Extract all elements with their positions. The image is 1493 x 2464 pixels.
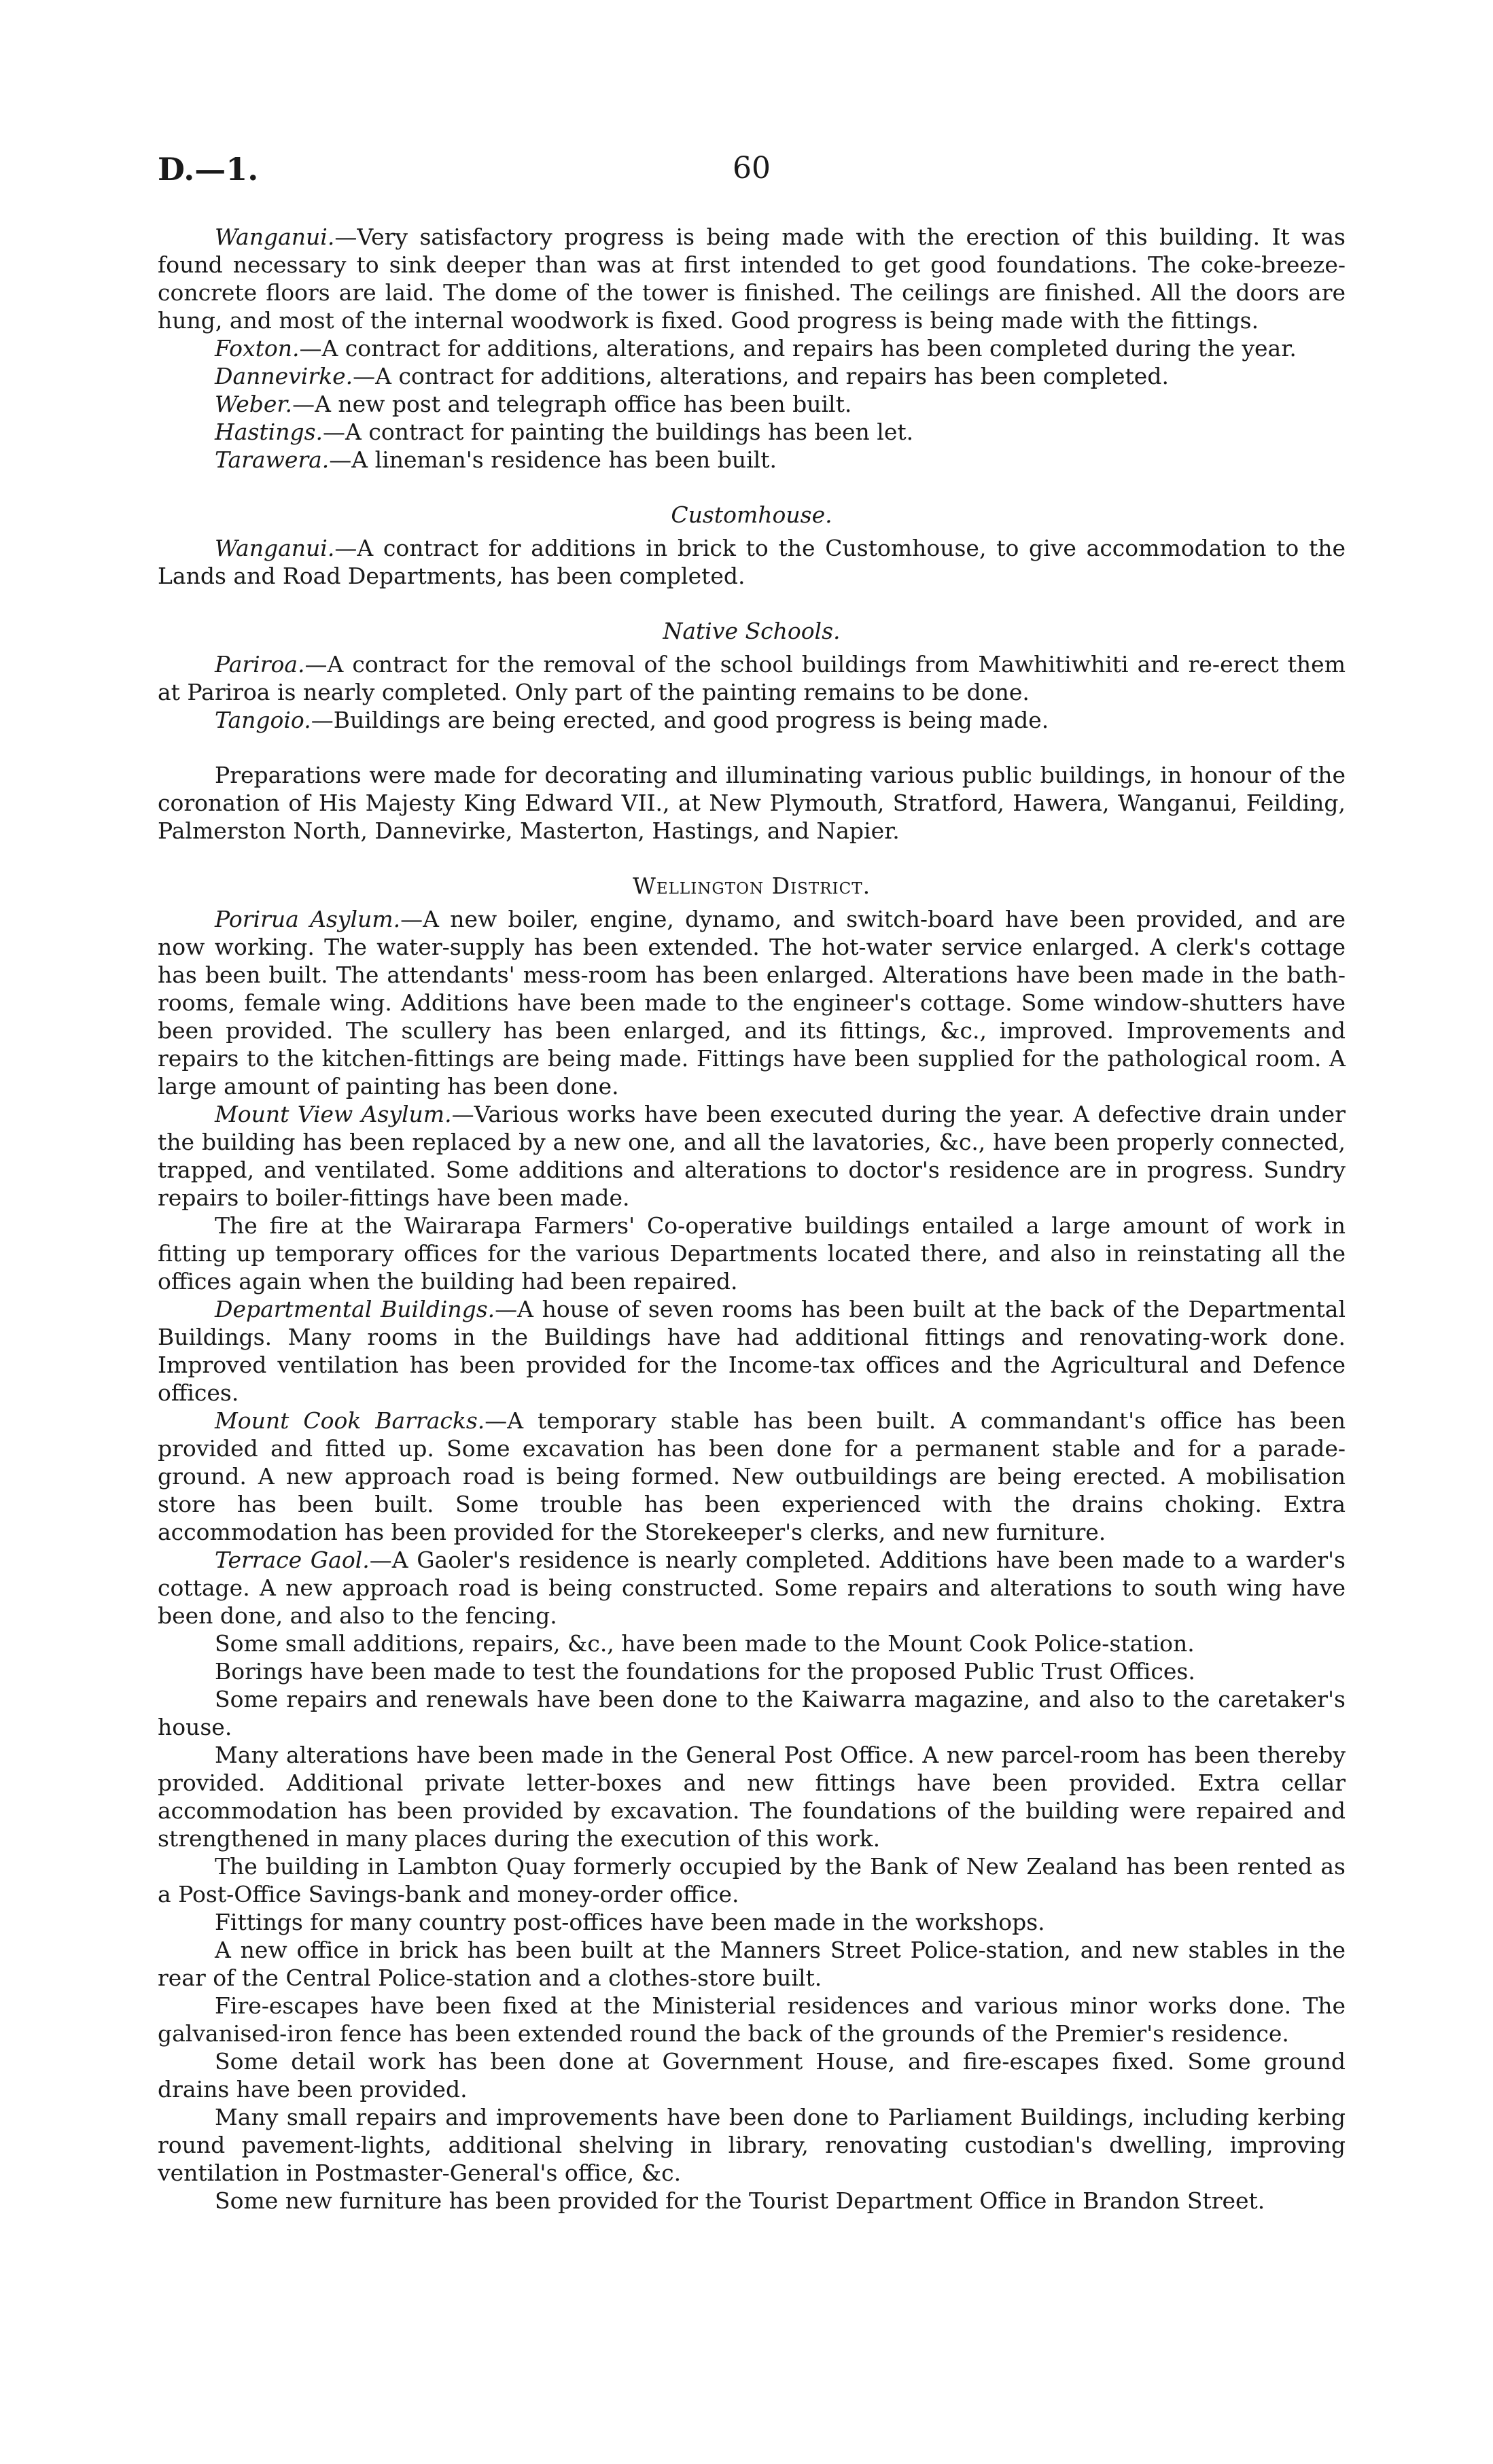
coronation-paragraph: Preparations were made for decorating and illuminating various public buildings, in honour of the coronation of His Majesty King Edward VII., at New Plymouth, Stratford, Hawera, Wanganui, Feilding, Palmerston North, Dannevirke, Masterton, Hastings, and Napier. — [158, 762, 1346, 844]
paragraph: Fittings for many country post-offices have been made in the workshops. — [215, 1909, 1045, 1935]
place-name: Weber. — [215, 391, 293, 417]
paragraph: Many alterations have been made in the General Post Office. A new parcel-room has been thereby provided. Additional private letter-boxes and new fittings have been provided. Extra cellar accommodation has been provided by excavation. The foundations of the building were repaired and strengthened in many places during the execution of this work. — [158, 1742, 1346, 1852]
place-name: Hastings. — [215, 419, 323, 445]
paragraph: Tangoio.—Buildings are being erected, and good progress is being made. — [215, 707, 1049, 733]
document-reference: D.—1. — [158, 151, 259, 188]
paragraph: Tarawera.—A lineman's residence has been built. — [215, 446, 777, 473]
paragraph: The building in Lambton Quay formerly occupied by the Bank of New Zealand has been rented as a Post-Office Savings-bank and money-order office. — [158, 1853, 1346, 1907]
paragraph: Dannevirke.—A contract for additions, alterations, and repairs has been completed. — [215, 363, 1169, 389]
paragraph: A new office in brick has been built at the Manners Street Police-station, and new stables in the rear of the Central Police-station and a clothes-store built. — [158, 1937, 1346, 1991]
paragraph: Terrace Gaol.—A Gaoler's residence is nearly completed. Additions have been made to a warder's cottage. A new approach road is being constructed. Some repairs and alterations to south wing have been done, and also to the fencing. — [158, 1547, 1346, 1629]
section-heading-native-schools: Native Schools. — [663, 618, 841, 644]
paragraph: Hastings.—A contract for painting the buildings has been let. — [215, 419, 914, 445]
paragraph: Porirua Asylum.—A new boiler, engine, dynamo, and switch-board have been provided, and are now working. The water-supply has been extended. The hot-water service enlarged. A clerk's cottage has been built. The attendants' mess-room has been enlarged. Alterations have been made in the bath-rooms, female wing. Additions have been made to the engineer's cottage. Some window-shutters have been provided. The scullery has been enlarged, and its fittings, &c., improved. Improvements and repairs to the kitchen-fittings are being made. Fittings have been supplied for the pathological room. A large amount of painting has been done. — [158, 906, 1346, 1099]
place-name: Porirua Asylum. — [215, 906, 401, 932]
paragraph: Foxton.—A contract for additions, alterations, and repairs has been completed during the year. — [215, 335, 1297, 362]
paragraph: The fire at the Wairarapa Farmers' Co-operative buildings entailed a large amount of work in fitting up temporary offices for the various Departments located there, and also in reinstating all the offices again when the building had been repaired. — [158, 1212, 1346, 1295]
place-name: Terrace Gaol. — [215, 1547, 370, 1573]
paragraph: Many small repairs and improvements have been done to Parliament Buildings, including kerbing round pavement-lights, additional shelving in library, renovating custodian's dwelling, improving ventilation in Postmaster-General's office, &c. — [158, 2104, 1346, 2186]
place-name: Wanganui. — [215, 224, 335, 250]
place-name: Mount View Asylum. — [215, 1101, 452, 1127]
paragraph: Weber.—A new post and telegraph office has been built. — [215, 391, 852, 417]
paragraph: Wanganui.—Very satisfactory progress is being made with the erection of this building. It was found necessary to sink deeper than was at first intended to get good foundations. The coke-breeze-concrete floors are laid. The dome of the tower is finished. The ceilings are finished. All the doors are hung, and most of the internal woodwork is fixed. Good progress is being made with the fittings. — [158, 224, 1346, 334]
section-heading-customhouse: Customhouse. — [671, 501, 832, 528]
paragraph: Pariroa.—A contract for the removal of the school buildings from Mawhitiwhiti and re-erect them at Pariroa is nearly completed. Only part of the painting remains to be done. — [158, 651, 1346, 705]
section-heading-wellington-district: Wellington District. — [632, 873, 871, 899]
paragraph: Some detail work has been done at Government House, and fire-escapes fixed. Some ground drains have been provided. — [158, 2048, 1346, 2102]
works-section-intro — [158, 223, 1346, 474]
paragraph: Departmental Buildings.—A house of seven rooms has been built at the back of the Departmental Buildings. Many rooms in the Buildings have had additional fittings and renovating-work done. Improved ventilation has been provided for the Income-tax offices and the Agricultural and Defence offices. — [158, 1296, 1346, 1406]
paragraph: Mount View Asylum.—Various works have been executed during the year. A defective drain under the building has been replaced by a new one, and all the lavatories, &c., have been properly connected, trapped, and ventilated. Some additions and alterations to doctor's residence are in progress. Sundry repairs to boiler-fittings have been made. — [158, 1101, 1346, 1211]
page-number: 60 — [733, 151, 771, 186]
paragraph: Some small additions, repairs, &c., have been made to the Mount Cook Police-station. — [215, 1630, 1195, 1657]
paragraph: Some new furniture has been provided for the Tourist Department Office in Brandon Street. — [215, 2187, 1265, 2214]
place-name: Wanganui. — [215, 535, 335, 561]
page-header — [158, 151, 1346, 192]
place-name: Departmental Buildings. — [215, 1296, 495, 1322]
paragraph: Borings have been made to test the foundations for the proposed Public Trust Offices. — [215, 1658, 1195, 1685]
place-name: Tarawera. — [215, 446, 330, 473]
place-name: Dannevirke. — [215, 363, 353, 389]
paragraph: Fire-escapes have been fixed at the Ministerial residences and various minor works done. The galvanised-iron fence has been extended round the back of the grounds of the Premier's residence. — [158, 1992, 1346, 2047]
place-name: Foxton. — [215, 335, 300, 362]
place-name: Tangoio. — [215, 707, 311, 733]
paragraph: Mount Cook Barracks.—A temporary stable has been built. A commandant's office has been provided and fitted up. Some excavation has been done for a permanent stable and for a parade-ground. A new approach road is being formed. New outbuildings are being erected. A mobilisation store has been built. Some trouble has been experienced with the drains choking. Extra accommodation has been provided for the Storekeeper's clerks, and new furniture. — [158, 1407, 1346, 1545]
place-name: Mount Cook Barracks. — [215, 1407, 485, 1434]
wellington-paragraphs — [158, 905, 1346, 2215]
paragraph: Wanganui.—A contract for additions in brick to the Customhouse, to give accommodation to the Lands and Road Departments, has been completed. — [158, 535, 1346, 589]
place-name: Pariroa. — [215, 651, 305, 677]
paragraph: Some repairs and renewals have been done to the Kaiwarra magazine, and also to the caretaker's house. — [158, 1686, 1346, 1740]
